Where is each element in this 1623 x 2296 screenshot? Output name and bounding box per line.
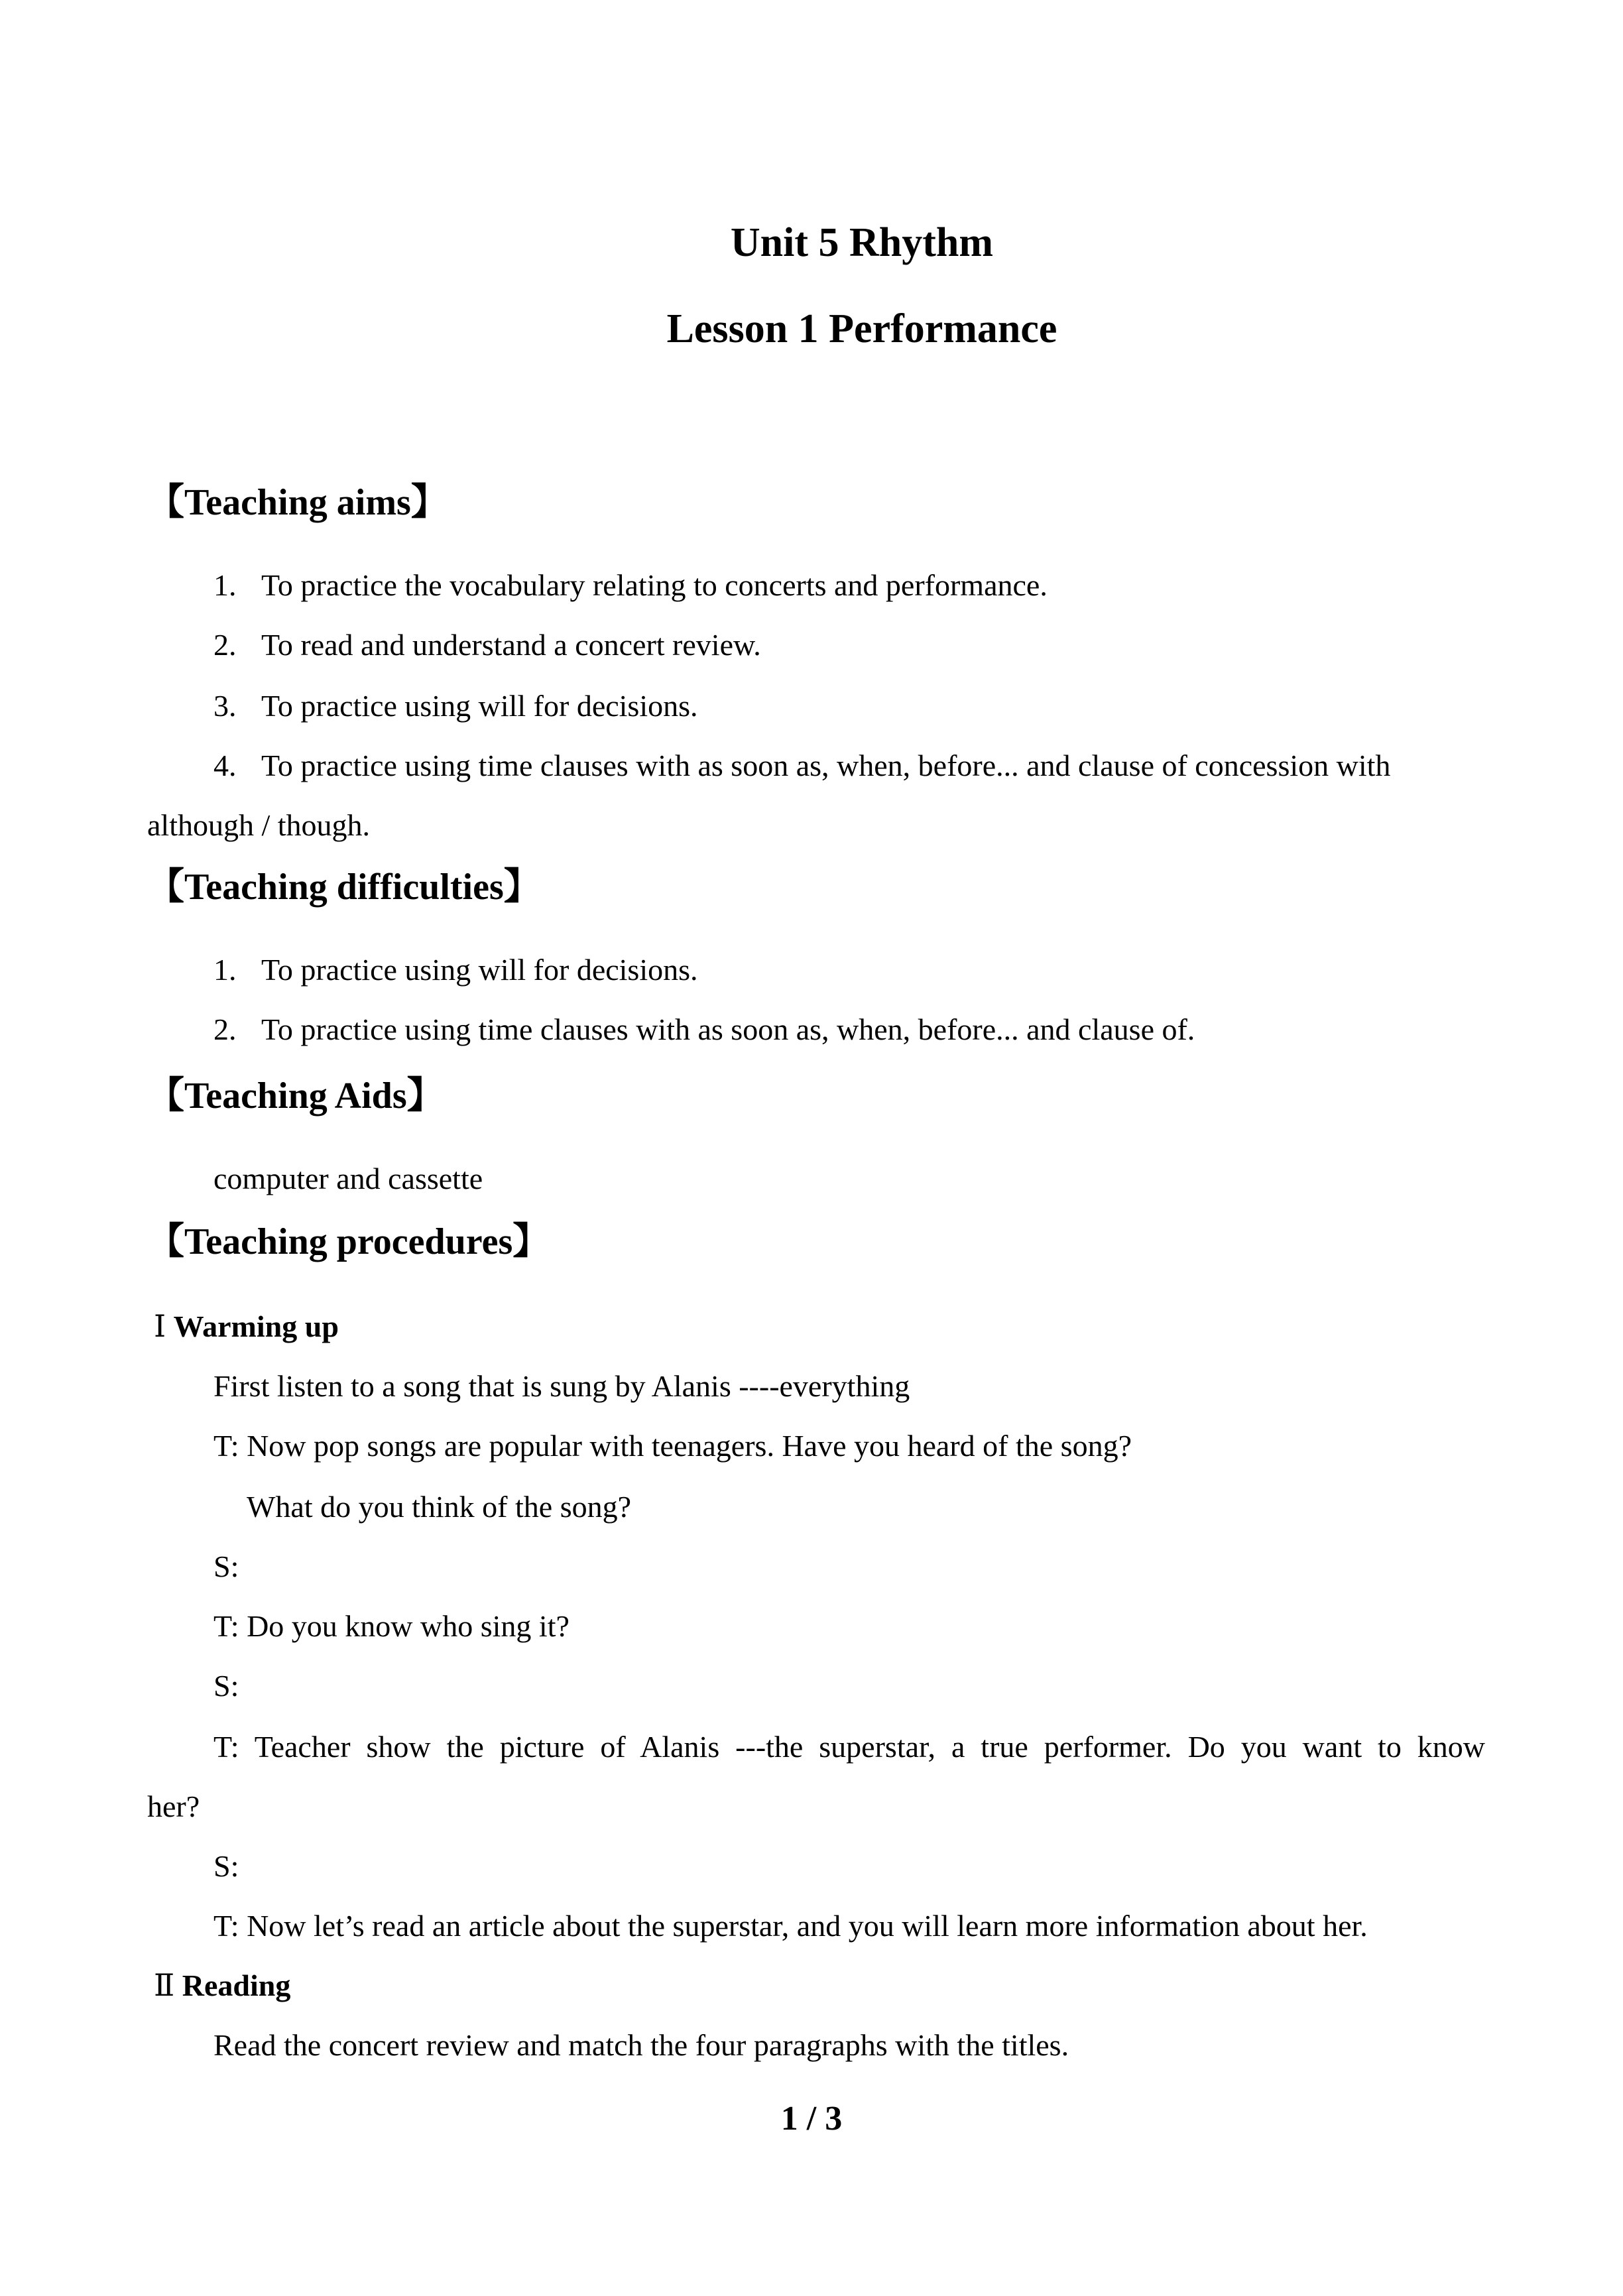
reading-label: Reading (182, 1968, 291, 2002)
difficulties-item-2 (213, 1014, 1195, 1045)
aims-item-number: 3. (213, 689, 237, 723)
aims-item-4 (213, 751, 1390, 781)
difficulties-item-number: 1. (213, 953, 237, 987)
document-title: Unit 5 Rhythm (730, 220, 994, 265)
aims-item-2 (213, 630, 761, 660)
warming-line-8: her? (147, 1789, 200, 1823)
aims-item-number: 2. (213, 628, 237, 662)
teaching-aims-heading: 【Teaching aims】 (147, 482, 448, 523)
reading-numeral: Ⅱ (154, 1968, 175, 2002)
aims-item-text: To practice using will for decisions. (261, 689, 698, 723)
difficulties-item-number: 2. (213, 1012, 237, 1046)
reading-line-1: Read the concert review and match the four paragraphs with the titles. (213, 2028, 1069, 2062)
warming-line-10: T: Now let’s read an article about the superstar, and you will learn more information about her. (213, 1909, 1368, 1943)
difficulties-item-1 (213, 955, 698, 985)
aims-item-text: To practice using time clauses with as soon as, when, before... and clause of concession with (261, 749, 1391, 782)
warming-line-6: S: (213, 1669, 239, 1703)
difficulties-item-text: To practice using time clauses with as soon as, when, before... and clause of. (261, 1012, 1195, 1046)
teaching-difficulties-heading: 【Teaching difficulties】 (147, 867, 541, 908)
warming-line-2: T: Now pop songs are popular with teenagers. Have you heard of the song? (213, 1429, 1132, 1463)
aims-item-4-continuation: although / though. (147, 808, 371, 842)
page-number: 1 / 3 (780, 2100, 843, 2138)
aims-item-3 (213, 691, 698, 721)
warming-up-label: Warming up (173, 1309, 339, 1343)
warming-line-5: T: Do you know who sing it? (213, 1609, 570, 1643)
warming-line-4: S: (213, 1549, 239, 1583)
warming-up-numeral: Ⅰ (154, 1309, 166, 1343)
aims-item-text: To practice the vocabulary relating to concerts and performance. (261, 568, 1048, 602)
warming-up-subheading (154, 1311, 339, 1342)
document-subtitle: Lesson 1 Performance (666, 306, 1057, 351)
teaching-procedures-heading: 【Teaching procedures】 (147, 1221, 550, 1262)
warming-line-3: What do you think of the song? (247, 1490, 632, 1524)
warming-line-9: S: (213, 1849, 239, 1883)
warming-line-7: T: Teacher show the picture of Alanis ---the superstar, a true performer. Do you want to know (213, 1730, 1485, 1764)
teaching-aids-text: computer and cassette (213, 1162, 483, 1195)
reading-subheading (154, 1970, 290, 2001)
aims-item-number: 1. (213, 568, 237, 602)
aims-item-1 (213, 570, 1048, 601)
aims-item-number: 4. (213, 749, 237, 782)
warming-line-1: First listen to a song that is sung by Alanis ----everything (213, 1369, 910, 1403)
difficulties-item-text: To practice using will for decisions. (261, 953, 698, 987)
teaching-aids-heading: 【Teaching Aids】 (147, 1075, 444, 1117)
aims-item-text: To read and understand a concert review. (261, 628, 761, 662)
